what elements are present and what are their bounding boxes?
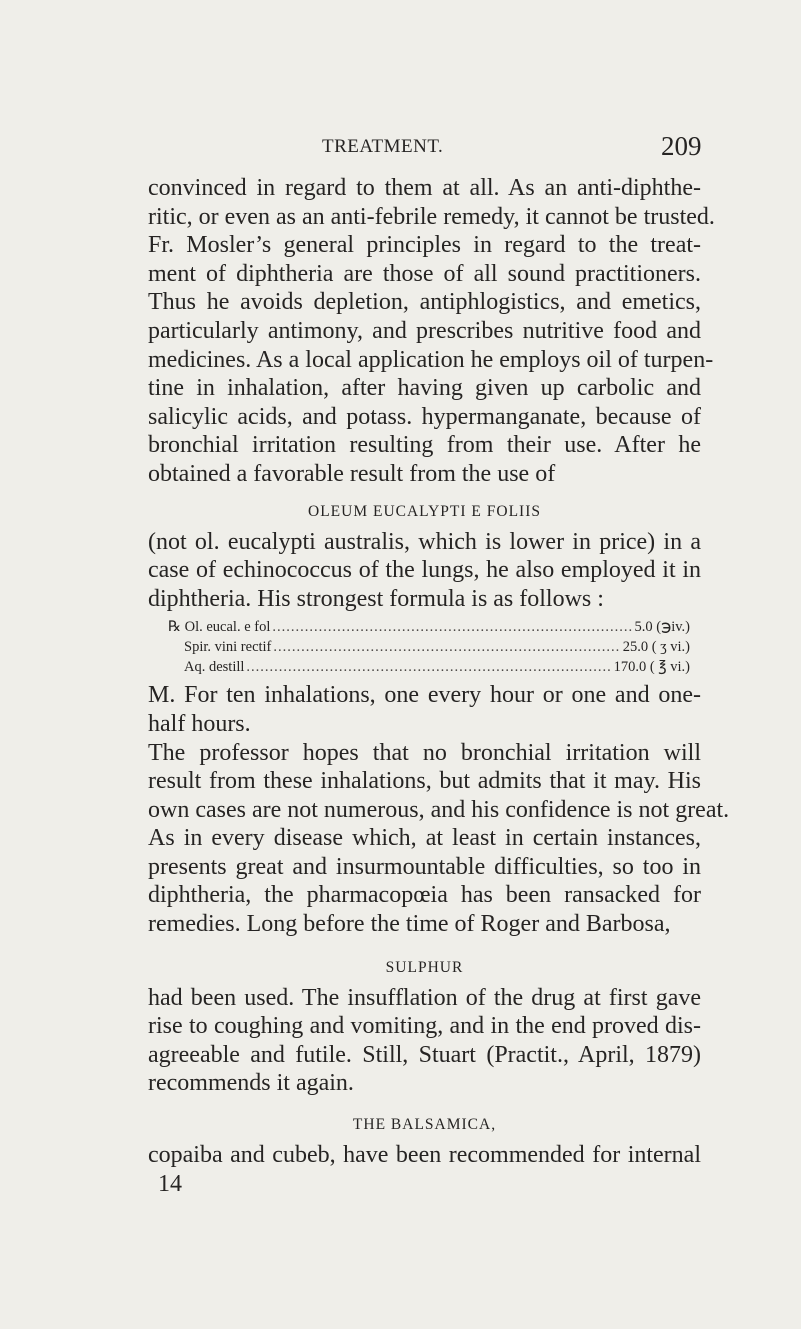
text-line: bronchial irritation resulting from their use. After he (148, 432, 701, 459)
formula-amount: 5.0 (℈iv.) (634, 619, 690, 636)
text-line: presents great and insurmountable difficulties, so too in (148, 853, 701, 880)
text-line: remedies. Long before the time of Roger and Barbosa, (148, 911, 671, 938)
section-heading-sulphur: SULPHUR (385, 958, 464, 976)
paragraph-1 (148, 174, 715, 489)
prescription-formula (148, 617, 701, 677)
text-line: ritic, or even as an anti-febrile remedy, it cannot be trusted. (148, 203, 715, 230)
text-line: particularly antimony, and prescribes nutritive food and (148, 317, 701, 344)
text-line: (not ol. eucalypti australis, which is lower in price) in a (148, 528, 701, 555)
body-text (148, 174, 730, 1198)
signature-mark: 14 (158, 1170, 182, 1197)
text-line: rise to coughing and vomiting, and in the end proved dis- (148, 1013, 701, 1040)
text-line: convinced in regard to them at all. As an anti-diphthe- (148, 175, 701, 201)
leader-dots (273, 637, 620, 657)
text-line: obtained a favorable result from the use of (148, 460, 556, 487)
formula-amount: 170.0 ( ℥ vi.) (613, 659, 690, 676)
text-line: Fr. Mosler’s general principles in regard to the treat- (148, 232, 701, 259)
text-line: medicines. As a local application he employs oil of turpen- (148, 346, 714, 373)
text-line: ment of diphtheria are those of all sound practitioners. (148, 260, 701, 287)
text-line: As in every disease which, at least in certain instances, (148, 825, 701, 852)
formula-ingredient: ℞ Ol. eucal. e fol (168, 619, 271, 636)
paragraph-4 (148, 984, 701, 1098)
leader-dots (246, 657, 611, 677)
text-line: own cases are not numerous, and his confidence is not great. (148, 796, 730, 823)
page-number: 209 (661, 131, 702, 161)
page-header (0, 131, 801, 166)
leader-dots (272, 617, 632, 637)
text-line: salicylic acids, and potass. hypermanganate, because of (148, 403, 701, 430)
text-line: agreeable and futile. Still, Stuart (Practit., April, 1879) (148, 1041, 701, 1068)
formula-row (168, 637, 690, 657)
text-line: diphtheria, the pharmacopœia has been ransacked for (148, 882, 701, 909)
text-line: copaiba and cubeb, have been recommended for internal (148, 1142, 701, 1169)
formula-amount: 25.0 ( ʒ vi.) (622, 639, 690, 656)
paragraph-3 (148, 681, 730, 938)
text-line: had been used. The insufflation of the drug at first gave (148, 984, 701, 1011)
text-line: tine in inhalation, after having given up carbolic and (148, 375, 701, 402)
text-line: recommends it again. (148, 1070, 354, 1097)
section-heading-balsamica: THE BALSAMICA, (352, 1116, 497, 1134)
text-line: half hours. (148, 710, 251, 737)
text-line: case of echinococcus of the lungs, he also employed it in (148, 557, 701, 584)
text-line: result from these inhalations, but admits that it may. His (148, 768, 701, 795)
formula-ingredient: Spir. vini rectif (184, 639, 272, 656)
text-line: M. For ten inhalations, one every hour or one and one- (148, 682, 701, 709)
paragraph-5 (148, 1141, 701, 1170)
text-line: Thus he avoids depletion, antiphlogistics, and emetics, (148, 289, 701, 316)
text-line: The professor hopes that no bronchial irritation will (148, 739, 701, 766)
formula-ingredient: Aq. destill (184, 659, 245, 676)
formula-row (168, 617, 690, 637)
formula-row (168, 657, 690, 677)
section-heading-oleum: OLEUM EUCALYPTI E FOLIIS (308, 502, 541, 520)
paragraph-2 (148, 528, 701, 614)
running-head: TREATMENT. (322, 136, 444, 157)
text-line: diphtheria. His strongest formula is as follows : (148, 585, 604, 612)
